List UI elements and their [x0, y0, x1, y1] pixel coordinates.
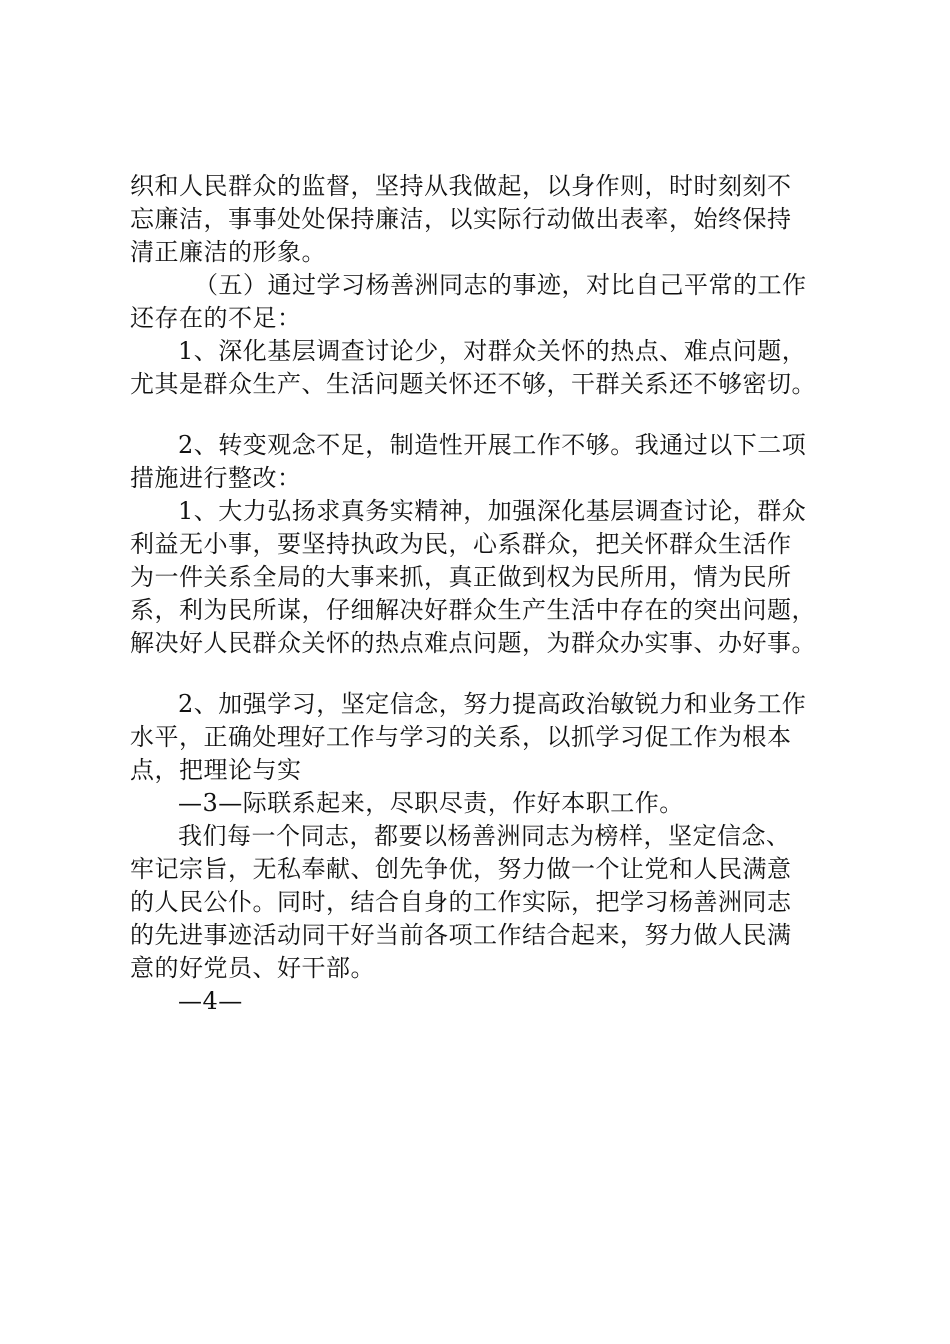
text-line: 利益无小事，要坚持执政为民，心系群众，把关怀群众生活作 — [130, 530, 792, 558]
paragraph-measure-1 — [130, 495, 832, 660]
text-line: 2、加强学习，坚定信念，努力提高政治敏锐力和业务工作 — [178, 690, 807, 718]
text-line: 点，把理论与实 — [130, 756, 302, 784]
text-line: 还存在的不足： — [130, 304, 302, 332]
text-line: 水平，正确处理好工作与学习的关系，以抓学习促工作为根本 — [130, 723, 792, 751]
text-line: 为一件关系全局的大事来抓，真正做到权为民所用，情为民所 — [130, 563, 792, 591]
text-line: 织和人民群众的监督，坚持从我做起，以身作则，时时刻刻不 — [130, 172, 792, 200]
page-number: —4— — [178, 987, 243, 1015]
document-body — [130, 170, 832, 1018]
text-line: 牢记宗旨，无私奉献、创先争优，努力做一个让党和人民满意 — [130, 855, 792, 883]
text-line: 清正廉洁的形象。 — [130, 238, 326, 266]
paragraph-shortcoming-2 — [130, 429, 832, 495]
text-line: 1、深化基层调查讨论少，对群众关怀的热点、难点问题， — [178, 337, 807, 365]
text-line: 2、转变观念不足，制造性开展工作不够。我通过以下二项 — [178, 431, 807, 459]
text-line: 1、大力弘扬求真务实精神，加强深化基层调查讨论，群众 — [178, 497, 807, 525]
text-line: 我们每一个同志，都要以杨善洲同志为榜样，坚定信念、 — [178, 822, 791, 850]
text-line: 意的好党员、好干部。 — [130, 954, 375, 982]
page-number-paragraph — [130, 985, 832, 1018]
paragraph-integrity — [130, 170, 832, 269]
text-line: —3—际联系起来，尽职尽责，作好本职工作。 — [178, 789, 684, 817]
text-line: （五）通过学习杨善洲同志的事迹，对比自己平常的工作 — [194, 271, 807, 299]
text-line: 措施进行整改： — [130, 464, 302, 492]
text-line: 的先进事迹活动同干好当前各项工作结合起来，努力做人民满 — [130, 921, 792, 949]
text-line: 解决好人民群众关怀的热点难点问题，为群众办实事、办好事。 — [130, 629, 816, 657]
paragraph-measure-2 — [130, 688, 832, 787]
paragraph-section-five — [130, 269, 832, 335]
text-line: 尤其是群众生产、生活问题关怀还不够，干群关系还不够密切。 — [130, 370, 816, 398]
paragraph-shortcoming-1 — [130, 335, 832, 401]
text-line: 系，利为民所谋，仔细解决好群众生产生活中存在的突出问题， — [130, 596, 816, 624]
paragraph-continuation — [130, 787, 832, 820]
text-line: 的人民公仆。同时，结合自身的工作实际，把学习杨善洲同志 — [130, 888, 792, 916]
text-line: 忘廉洁，事事处处保持廉洁，以实际行动做出表率，始终保持 — [130, 205, 792, 233]
paragraph-conclusion — [130, 820, 832, 985]
